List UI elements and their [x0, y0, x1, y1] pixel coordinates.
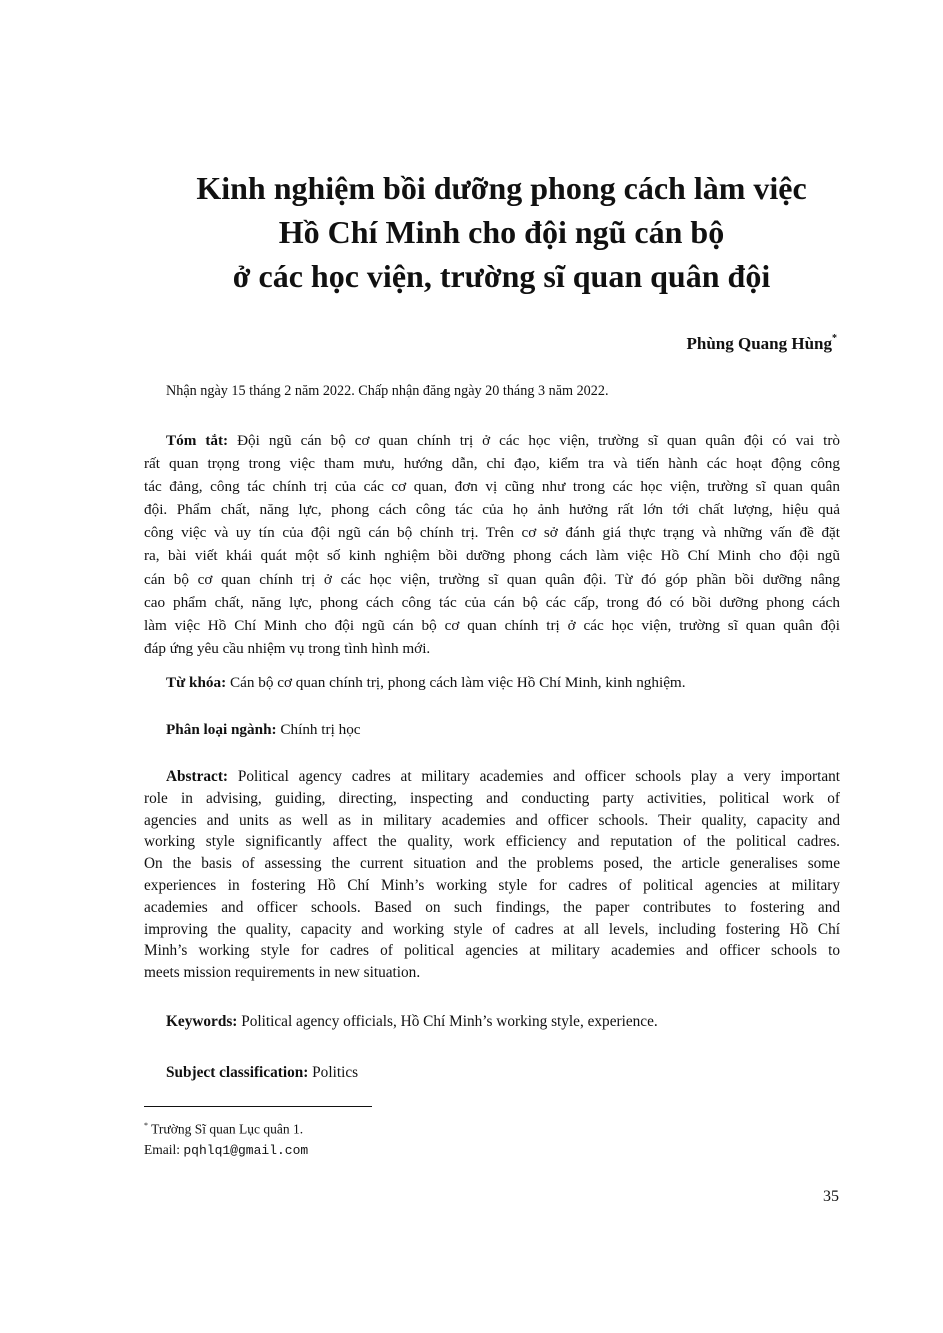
- vietnamese-summary: [144, 429, 840, 660]
- abstract-line: working style significantly affect the quality, work efficiency and reputation of the political cadres.: [144, 833, 840, 851]
- summary-line: đội. Phẩm chất, năng lực, phong cách công tác của họ ảnh hưởng rất lớn tới chất lượng, hiệu quả: [144, 501, 840, 519]
- footnote-marker: *: [144, 1121, 148, 1130]
- english-keywords: [166, 1011, 658, 1033]
- keywords-text-vn: Cán bộ cơ quan chính trị, phong cách làm việc Hồ Chí Minh, kinh nghiệm.: [229, 674, 686, 691]
- summary-line: đáp ứng yêu cầu nhiệm vụ trong tình hình mới.: [144, 639, 431, 657]
- summary-line: cao phẩm chất, năng lực, phong cách công tác của cán bộ các cấp, trong đó có bồi dưỡng phong cách: [144, 593, 840, 611]
- keywords-label-vn: Từ khóa:: [166, 674, 227, 691]
- abstract-line: improving the quality, capacity and working style of cadres at all levels, including fostering Hồ Chí: [144, 920, 840, 938]
- summary-line: cán bộ cơ quan chính trị ở các học viện, trường sĩ quan quân đội. Từ đó góp phần bồi dưỡng nâng: [144, 570, 840, 588]
- subject-text: Politics: [312, 1064, 359, 1081]
- english-abstract: [144, 766, 840, 984]
- vietnamese-keywords: [166, 671, 686, 694]
- abstract-line: Abstract: Political agency cadres at military academies and officer schools play a very important: [166, 768, 841, 785]
- summary-line: công việc và uy tín của đội ngũ cán bộ chính trị. Trên cơ sở đánh giá thực trạng và những vấn đề đặt: [144, 524, 840, 542]
- summary-line: Tóm tắt: Đội ngũ cán bộ cơ quan chính trị ở các học viện, trường sĩ quan quân đội có vai trò: [166, 432, 840, 449]
- abstract-line: role in advising, guiding, directing, inspecting and conducting party activities, political work of: [144, 789, 840, 807]
- received-date: Nhận ngày 15 tháng 2 năm 2022. Chấp nhận đăng ngày 20 tháng 3 năm 2022.: [166, 383, 609, 399]
- vietnamese-classification: [166, 718, 361, 741]
- keywords-text: Political agency officials, Hồ Chí Minh’s working style, experience.: [241, 1013, 658, 1030]
- subject-label: Subject classification:: [166, 1064, 309, 1081]
- footnote-email: Email: pqhlq1@gmail.com: [144, 1141, 309, 1158]
- summary-label: Tóm tắt:: [166, 432, 229, 449]
- abstract-line: meets mission requirements in new situation.: [144, 964, 421, 982]
- abstract-label: Abstract:: [166, 768, 229, 785]
- title-line-3: ở các học viện, trường sĩ quan quân đội: [232, 258, 771, 294]
- classification-label-vn: Phân loại ngành:: [166, 721, 277, 738]
- summary-line: làm việc Hồ Chí Minh cho đội ngũ cán bộ cơ quan chính trị ở các học viện, trường sĩ quan quân đội: [144, 616, 840, 634]
- footnote-affiliation: * Trường Sĩ quan Lục quân 1.: [144, 1121, 304, 1137]
- title-line-2: Hồ Chí Minh cho đội ngũ cán bộ: [278, 214, 725, 250]
- abstract-line: On the basis of assessing the current situation and the problems posed, the article generalises some: [144, 855, 840, 873]
- author: [686, 334, 837, 354]
- email-address[interactable]: pqhlq1@gmail.com: [183, 1142, 309, 1158]
- summary-line: tác đảng, công tác chính trị của các cơ quan, đơn vị cũng như trong các học viện, trường sĩ quan quân: [144, 478, 840, 496]
- abstract-line: academies and officer schools. Based on such findings, the paper contributes to fostering and: [144, 898, 840, 916]
- title-line-1: Kinh nghiệm bồi dưỡng phong cách làm việc: [196, 170, 807, 206]
- classification-text-vn: Chính trị học: [280, 721, 361, 738]
- subject-classification: [166, 1062, 358, 1084]
- author-footnote-marker: *: [832, 333, 837, 345]
- footnote: [144, 1116, 308, 1161]
- footnote-divider: [144, 1106, 372, 1107]
- abstract-line: agencies and units as well as in military academies and officer schools. Their quality, capacity and: [144, 811, 840, 829]
- abstract-line: experiences in fostering Hồ Chí Minh’s working style for cadres of political agencies at military: [144, 876, 840, 894]
- abstract-line: Minh’s working style for cadres of political agencies at military academies and officer schools to: [144, 942, 840, 960]
- article-title: [100, 166, 903, 298]
- summary-line: rất quan trọng trong việc tham mưu, hướng dẫn, chỉ đạo, kiểm tra và tiến hành các hoạt động công: [144, 455, 840, 473]
- page-number: 35: [823, 1188, 839, 1205]
- summary-line: ra, bài viết khái quát một số kinh nghiệm bồi dưỡng phong cách làm việc Hồ Chí Minh cho đội ngũ: [144, 547, 840, 565]
- author-name: Phùng Quang Hùng: [686, 334, 832, 353]
- keywords-label: Keywords:: [166, 1013, 238, 1030]
